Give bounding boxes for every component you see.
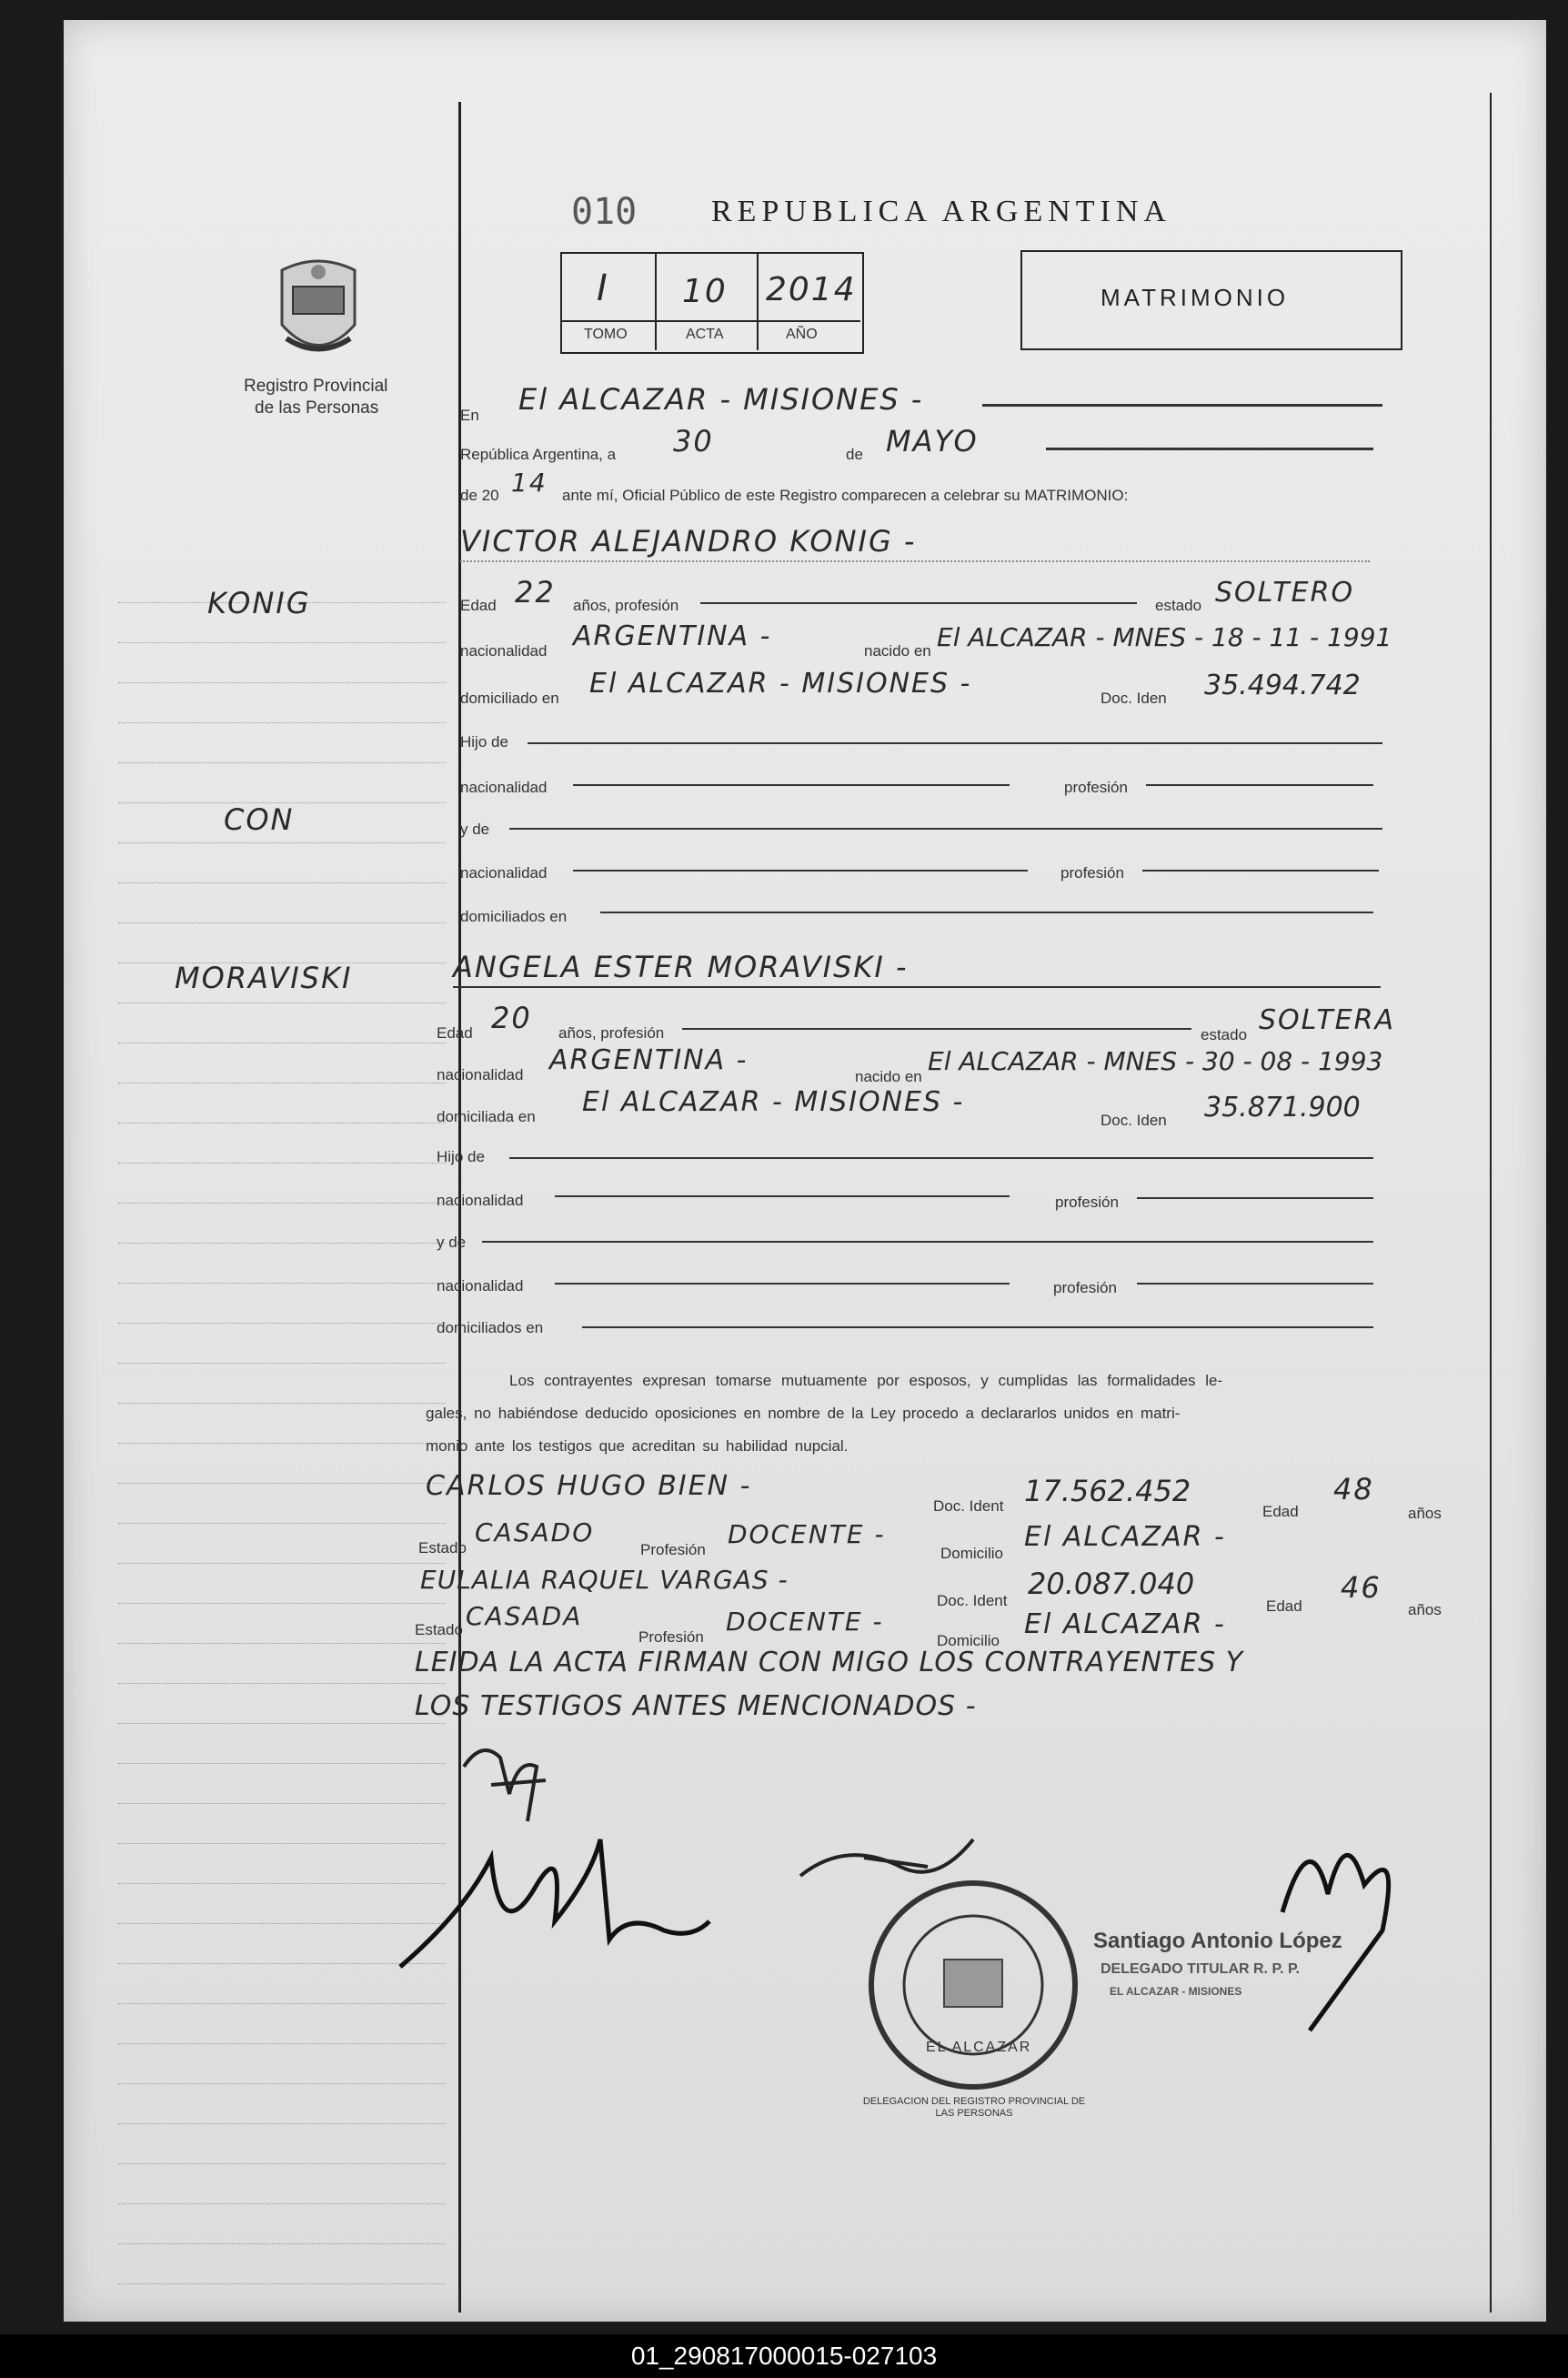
official-name: Santiago Antonio López (1093, 1929, 1342, 1953)
declaration-line2: gales, no habiéndose deducido oposiciones en nombre de la Ley procedo a declararlos unidos en matri- (426, 1405, 1181, 1422)
groom-nacido: El ALCAZAR - MNES - 18 - 11 - 1991 (937, 622, 1392, 652)
groom-hijo-line (528, 742, 1382, 744)
groom-profesion-line (700, 602, 1137, 604)
witness2-profesion: DOCENTE - (726, 1607, 884, 1637)
republica-label: República Argentina, a (460, 446, 617, 463)
month: MAYO (886, 424, 979, 458)
bride-anios-label: años, profesión (558, 1024, 665, 1042)
margin-ruled-line (118, 1563, 446, 1564)
right-border (1490, 93, 1492, 2313)
witness1-domicilio-label: Domicilio (940, 1545, 1003, 1562)
bride-profesion-line (682, 1028, 1191, 1030)
witness2-edad: 46 (1341, 1570, 1382, 1605)
intro-text: ante mí, Oficial Público de este Registro comparecen a celebrar su MATRIMONIO: (562, 487, 1129, 504)
groom-name: VICTOR ALEJANDRO KONIG - (460, 524, 917, 559)
groom-nac2-label: nacionalidad (460, 779, 548, 796)
groom-yde-label: y de (460, 821, 490, 838)
bride-prof2-line (1137, 1283, 1373, 1285)
margin-note-groom: KONIG (207, 586, 311, 620)
bride-yde-label: y de (437, 1234, 467, 1251)
box-col-line (655, 254, 657, 350)
groom-nac2-line (573, 784, 1010, 786)
witness1-domicilio: El ALCAZAR - (1024, 1521, 1226, 1553)
witness2-name: EULALIA RAQUEL VARGAS - (420, 1565, 789, 1595)
witness2-estado-label: Estado (415, 1621, 463, 1638)
bride-hijo-line (509, 1157, 1373, 1159)
de-label: de (846, 446, 863, 463)
bride-domiciliada-label: domiciliada en (437, 1108, 536, 1125)
witness2-edad-label: Edad (1266, 1597, 1302, 1615)
margin-ruled-line (118, 762, 446, 763)
margin-ruled-line (118, 1123, 446, 1124)
bride-estado: SOLTERA (1259, 1004, 1395, 1036)
margin-ruled-line (118, 1603, 446, 1604)
certificate-sheet (64, 20, 1546, 2322)
margin-ruled-line (118, 2123, 446, 2124)
witness1-anios-label: años (1408, 1505, 1442, 1522)
acta-value: 10 (682, 273, 728, 310)
en-label: En (460, 407, 479, 424)
margin-ruled-line (118, 2043, 446, 2044)
scan-footer-id: 01_290817000015-027103 (0, 2334, 1568, 2378)
groom-doc-label: Doc. Iden (1101, 690, 1167, 707)
official-place: EL ALCAZAR - MISIONES (1110, 1985, 1242, 1998)
witness2-anios-label: años (1408, 1601, 1442, 1618)
groom-domicilio: El ALCAZAR - MISIONES - (589, 668, 972, 700)
closing-line1: LEIDA LA ACTA FIRMAN CON MIGO LOS CONTRAYENTES Y (415, 1647, 1244, 1678)
bride-domiciliados-line (582, 1326, 1373, 1328)
groom-name-underline (460, 560, 1370, 562)
groom-doc: 35.494.742 (1204, 670, 1361, 701)
groom-prof2-label: profesión (1060, 864, 1124, 882)
margin-ruled-line (118, 2243, 446, 2244)
bride-edad: 20 (491, 1001, 532, 1035)
closing-line2: LOS TESTIGOS ANTES MENCIONADOS - (415, 1690, 977, 1722)
signature-bride-icon (391, 1803, 773, 1976)
margin-ruled-line (118, 682, 446, 683)
margin-ruled-line (118, 1683, 446, 1684)
margin-ruled-line (118, 1203, 446, 1204)
anio-value: 2014 (766, 271, 857, 308)
month-line (1046, 448, 1373, 450)
bride-prof2-label: profesión (1053, 1279, 1117, 1296)
bride-nacionalidad-label: nacionalidad (437, 1066, 524, 1083)
groom-domiciliados-label: domiciliados en (460, 908, 568, 925)
groom-anios-label: años, profesión (573, 597, 679, 614)
bride-name: ANGELA ESTER MORAVISKI - (453, 950, 909, 984)
bride-nac2-label: nacionalidad (437, 1192, 524, 1209)
margin-ruled-line (118, 642, 446, 643)
witness2-estado: CASADA (466, 1601, 583, 1631)
witness1-edad: 48 (1333, 1472, 1374, 1506)
margin-ruled-line (118, 2163, 446, 2164)
margin-ruled-line (118, 722, 446, 723)
margin-ruled-line (118, 1483, 446, 1484)
witness1-doc: 17.562.452 (1024, 1474, 1191, 1508)
margin-ruled-line (118, 2003, 446, 2004)
margin-ruled-line (118, 1363, 446, 1364)
margin-ruled-line (118, 882, 446, 883)
groom-estado-label: estado (1155, 597, 1202, 614)
registry-name-line2: de las Personas (255, 398, 379, 418)
witness1-edad-label: Edad (1262, 1503, 1299, 1520)
margin-ruled-line (118, 2283, 446, 2284)
groom-hijo-label: Hijo de (460, 733, 508, 751)
bride-edad-label: Edad (437, 1024, 473, 1042)
registry-emblem-icon (273, 252, 364, 370)
witness1-estado: CASADO (475, 1517, 595, 1547)
bride-doc-label: Doc. Iden (1101, 1112, 1167, 1129)
margin-ruled-line (118, 1243, 446, 1244)
bride-estado-label: estado (1201, 1026, 1248, 1043)
year-suffix: 14 (511, 468, 548, 498)
groom-prof-label: profesión (1064, 779, 1128, 796)
margin-ruled-line (118, 1723, 446, 1724)
witness1-estado-label: Estado (418, 1539, 467, 1557)
witness2-doc-label: Doc. Ident (937, 1592, 1008, 1609)
groom-nacido-label: nacido en (864, 642, 931, 660)
bride-nacido-label: nacido en (855, 1068, 922, 1085)
seal-ring-text: DELEGACION DEL REGISTRO PROVINCIAL DE LAS PERSONAS (862, 2096, 1086, 2119)
groom-edad: 22 (515, 575, 556, 610)
bride-domicilio: El ALCAZAR - MISIONES - (582, 1086, 965, 1118)
bride-doc: 35.871.900 (1204, 1092, 1361, 1124)
groom-nac3-line (573, 870, 1028, 872)
day: 30 (673, 424, 714, 458)
margin-ruled-line (118, 2083, 446, 2084)
bride-nacido: El ALCAZAR - MNES - 30 - 08 - 1993 (928, 1046, 1383, 1076)
box-divider (562, 320, 860, 322)
witness2-doc: 20.087.040 (1028, 1567, 1195, 1601)
witness2-domicilio-label: Domicilio (937, 1632, 1000, 1649)
witness1-doc-label: Doc. Ident (933, 1497, 1004, 1515)
bride-nac3-label: nacionalidad (437, 1277, 524, 1295)
margin-note-bride: MORAVISKI (175, 961, 353, 995)
bride-yde-line (482, 1241, 1373, 1243)
groom-nac3-label: nacionalidad (460, 864, 548, 882)
groom-domiciliado-label: domiciliado en (460, 690, 559, 707)
groom-nacionalidad-label: nacionalidad (460, 642, 548, 660)
bride-prof-line (1137, 1197, 1373, 1199)
box-col-line (757, 254, 759, 350)
official-title: DELEGADO TITULAR R. P. P. (1101, 1961, 1300, 1977)
margin-ruled-line (118, 922, 446, 923)
registry-name-line1: Registro Provincial (244, 377, 388, 396)
bride-hijo-label: Hijo de (437, 1148, 485, 1165)
witness1-name: CARLOS HUGO BIEN - (426, 1470, 752, 1502)
certificate-type: MATRIMONIO (1101, 284, 1290, 311)
witness1-profesion-label: Profesión (640, 1541, 706, 1558)
groom-yde-line (509, 828, 1382, 830)
margin-ruled-line (118, 2203, 446, 2204)
country-title: REPUBLICA ARGENTINA (711, 195, 1171, 228)
official-seal-icon (864, 1876, 1082, 2094)
groom-edad-label: Edad (460, 597, 497, 614)
anio-label: AÑO (786, 327, 818, 342)
margin-ruled-line (118, 1163, 446, 1164)
margin-ruled-line (118, 1283, 446, 1284)
tomo-label: TOMO (584, 327, 628, 342)
bride-prof-label: profesión (1055, 1194, 1119, 1211)
margin-ruled-line (118, 1403, 446, 1404)
place-line (982, 404, 1382, 407)
witness2-profesion-label: Profesión (638, 1628, 704, 1646)
margin-ruled-line (118, 1323, 446, 1324)
declaration-line1: Los contrayentes expresan tomarse mutuamente por esposos, y cumplidas las formalidades le- (509, 1372, 1223, 1389)
tomo-value: I (597, 267, 609, 309)
groom-prof-line (1146, 784, 1373, 786)
bride-domiciliados-label: domiciliados en (437, 1319, 544, 1336)
certificate-number: 010 (571, 191, 638, 233)
place: El ALCAZAR - MISIONES - (518, 382, 924, 417)
groom-estado: SOLTERO (1215, 577, 1355, 609)
bride-nacionalidad: ARGENTINA - (549, 1044, 749, 1076)
witness1-profesion: DOCENTE - (728, 1519, 886, 1549)
bride-nac3-line (555, 1283, 1010, 1285)
bride-name-underline (453, 986, 1381, 988)
groom-domiciliados-line (600, 912, 1373, 913)
year-prefix: de 20 (460, 487, 499, 504)
witness2-domicilio: El ALCAZAR - (1024, 1608, 1226, 1640)
groom-prof2-line (1142, 870, 1379, 872)
groom-nacionalidad: ARGENTINA - (573, 620, 772, 652)
margin-ruled-line (118, 1523, 446, 1524)
margin-ruled-line (118, 842, 446, 843)
declaration-line3: monio ante los testigos que acreditan su habilidad nupcial. (426, 1437, 849, 1455)
margin-ruled-line (118, 1763, 446, 1764)
bride-nac2-line (555, 1195, 1010, 1197)
acta-label: ACTA (686, 327, 724, 342)
margin-ruled-line (118, 1643, 446, 1644)
seal-center-text: EL ALCAZAR (926, 2040, 1032, 2055)
signature-official-icon (1255, 1803, 1437, 2040)
margin-note-con: CON (224, 802, 295, 837)
margin-ruled-line (118, 1443, 446, 1444)
